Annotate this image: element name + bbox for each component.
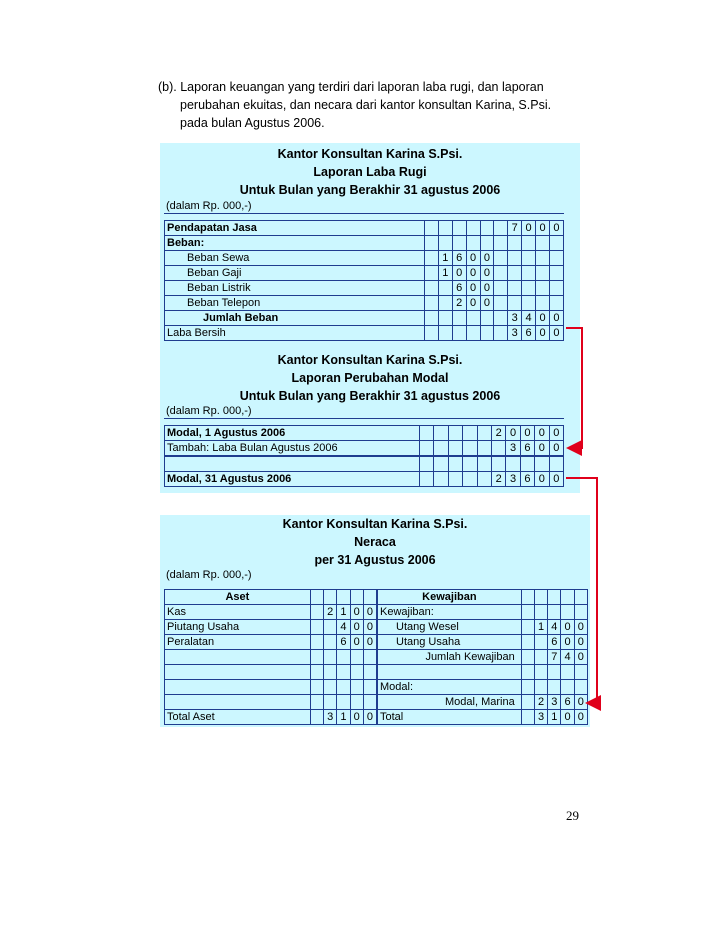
asset-label: Kas — [165, 605, 311, 620]
income-period-title: Untuk Bulan yang Berakhir 31 agustus 2006 — [239, 183, 501, 197]
income-row-label: Jumlah Beban — [165, 311, 425, 326]
income-col1-digit: 0 — [452, 266, 466, 281]
asset-amount-digit: 2 — [324, 605, 337, 620]
liability-amount-digit: 0 — [574, 620, 587, 635]
income-unit-label: (dalam Rp. 000,-) — [166, 200, 252, 212]
income-col2-digit: 3 — [508, 326, 522, 341]
income-row-label: Pendapatan Jasa — [165, 221, 425, 236]
asset-amount-digit: 0 — [350, 710, 363, 725]
equity-report-title: Laporan Perubahan Modal — [291, 371, 449, 385]
income-col2-digit: 0 — [522, 221, 536, 236]
balance-report-title: Neraca — [354, 535, 396, 549]
income-row-label: Beban Gaji — [165, 266, 425, 281]
equity-col2-digit: 6 — [520, 441, 534, 457]
asset-label: Peralatan — [165, 635, 311, 650]
income-col2-digit: 0 — [549, 221, 563, 236]
asset-amount-digit: 6 — [337, 635, 350, 650]
income-col1-digit: 6 — [452, 251, 466, 266]
liability-label: Kewajiban: — [377, 605, 521, 620]
income-col1-digit: 1 — [438, 251, 452, 266]
income-row-label: Beban Listrik — [165, 281, 425, 296]
liability-amount-digit: 6 — [561, 695, 574, 710]
liability-amount-digit: 3 — [534, 710, 547, 725]
asset-amount-digit: 0 — [363, 635, 377, 650]
equity-row-label: Modal, 1 Agustus 2006 — [165, 426, 420, 441]
equity-col2-digit: 0 — [535, 426, 549, 441]
arrow-equity-to-balance — [566, 478, 597, 703]
liability-amount-digit: 0 — [574, 650, 587, 665]
asset-amount-digit: 3 — [324, 710, 337, 725]
liability-amount-digit: 0 — [574, 635, 587, 650]
income-col1-digit: 0 — [480, 296, 494, 311]
income-col1-digit: 0 — [466, 281, 480, 296]
income-row-label: Beban: — [165, 236, 425, 251]
income-col2-digit: 3 — [508, 311, 522, 326]
liability-label: Modal: — [377, 680, 521, 695]
income-col1-digit: 6 — [452, 281, 466, 296]
income-col2-digit: 6 — [522, 326, 536, 341]
balance-unit-label: (dalam Rp. 000,-) — [166, 569, 252, 581]
income-col2-digit: 0 — [536, 311, 550, 326]
equity-col2-digit: 6 — [520, 472, 534, 487]
liability-amount-digit: 0 — [561, 710, 574, 725]
page-number: 29 — [566, 808, 579, 823]
asset-label: Piutang Usaha — [165, 620, 311, 635]
liability-amount-digit: 7 — [548, 650, 561, 665]
income-col2-digit: 0 — [549, 326, 563, 341]
income-col2-digit: 7 — [508, 221, 522, 236]
equity-col2-digit: 2 — [491, 426, 505, 441]
income-col1-digit: 2 — [452, 296, 466, 311]
liability-amount-digit: 0 — [574, 695, 587, 710]
equity-col2-digit: 0 — [506, 426, 520, 441]
income-row-label: Laba Bersih — [165, 326, 425, 341]
equity-row-label: Modal, 31 Agustus 2006 — [165, 472, 420, 487]
income-col2-digit: 0 — [536, 326, 550, 341]
equity-col2-digit: 0 — [549, 441, 563, 457]
asset-amount-digit: 0 — [350, 635, 363, 650]
income-row-label: Beban Telepon — [165, 296, 425, 311]
asset-amount-digit: 0 — [363, 710, 377, 725]
equity-col2-digit: 3 — [506, 472, 520, 487]
asset-amount-digit: 1 — [337, 605, 350, 620]
asset-label: Total Aset — [165, 710, 311, 725]
equity-unit-label: (dalam Rp. 000,-) — [166, 405, 252, 417]
income-col2-digit: 0 — [536, 221, 550, 236]
arrow-net-income-to-equity — [566, 328, 582, 448]
intro-line-1: (b). Laporan keuangan yang terdiri dari laporan laba rugi, dan laporan — [158, 80, 544, 94]
asset-amount-digit: 4 — [337, 620, 350, 635]
equity-col2-digit: 0 — [535, 472, 549, 487]
income-report-title: Laporan Laba Rugi — [313, 165, 427, 179]
assets-header: Aset — [165, 590, 311, 605]
liability-label: Jumlah Kewajiban — [377, 650, 521, 665]
liability-amount-digit: 2 — [534, 695, 547, 710]
liability-amount-digit: 6 — [548, 635, 561, 650]
balance-period-title: per 31 Agustus 2006 — [314, 553, 436, 567]
liability-label: Modal, Marina — [377, 695, 521, 710]
equity-col2-digit: 0 — [549, 426, 563, 441]
income-col1-digit: 0 — [480, 281, 494, 296]
income-col1-digit: 0 — [480, 251, 494, 266]
liabilities-header: Kewajiban — [377, 590, 521, 605]
liability-label: Utang Usaha — [377, 635, 521, 650]
liability-amount-digit: 4 — [548, 620, 561, 635]
asset-amount-digit: 1 — [337, 710, 350, 725]
liability-label: Utang Wesel — [377, 620, 521, 635]
income-col1-digit: 1 — [438, 266, 452, 281]
intro-line-3: pada bulan Agustus 2006. — [180, 116, 325, 130]
income-col2-digit: 4 — [522, 311, 536, 326]
balance-company-title: Kantor Konsultan Karina S.Psi. — [282, 517, 468, 531]
equity-row-label: Tambah: Laba Bulan Agustus 2006 — [165, 441, 420, 457]
income-col1-digit: 0 — [466, 296, 480, 311]
income-row-label: Beban Sewa — [165, 251, 425, 266]
liability-amount-digit: 1 — [534, 620, 547, 635]
equity-col2-digit: 0 — [520, 426, 534, 441]
equity-col2-digit: 2 — [491, 472, 505, 487]
income-company-title: Kantor Konsultan Karina S.Psi. — [277, 147, 463, 161]
equity-col2-digit: 0 — [549, 472, 563, 487]
asset-amount-digit: 0 — [363, 605, 377, 620]
equity-col2-digit: 0 — [535, 441, 549, 457]
liability-amount-digit: 1 — [548, 710, 561, 725]
equity-company-title: Kantor Konsultan Karina S.Psi. — [277, 353, 463, 367]
liability-amount-digit: 0 — [561, 635, 574, 650]
liability-amount-digit: 3 — [548, 695, 561, 710]
income-col2-digit: 0 — [549, 311, 563, 326]
liability-amount-digit: 0 — [561, 620, 574, 635]
liability-label: Total — [377, 710, 521, 725]
liability-amount-digit: 4 — [561, 650, 574, 665]
income-col1-digit: 0 — [466, 251, 480, 266]
asset-amount-digit: 0 — [350, 620, 363, 635]
liability-amount-digit: 0 — [574, 710, 587, 725]
equity-col2-digit: 3 — [506, 441, 520, 457]
income-col1-digit: 0 — [480, 266, 494, 281]
asset-amount-digit: 0 — [350, 605, 363, 620]
equity-period-title: Untuk Bulan yang Berakhir 31 agustus 2006 — [239, 389, 501, 403]
asset-amount-digit: 0 — [363, 620, 377, 635]
intro-line-2: perubahan ekuitas, dan necara dari kantor konsultan Karina, S.Psi. — [180, 98, 552, 112]
income-col1-digit: 0 — [466, 266, 480, 281]
